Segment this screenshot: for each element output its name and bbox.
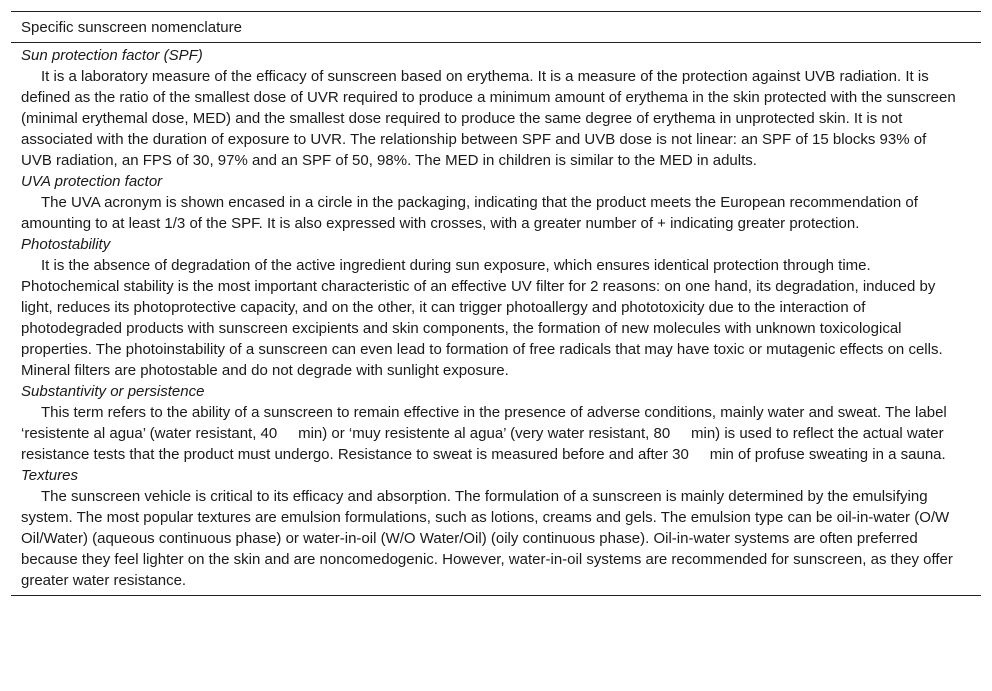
term-textures: Textures: [21, 467, 78, 484]
definition-uva-protection-factor: The UVA acronym is shown encased in a circle in the packaging, indicating that the product meets the European recommendation of amounting to at least 1/3 of the SPF. It is also expressed with crosses, with a greater number of + indicating greater protection.: [21, 194, 923, 232]
term-spf: Sun protection factor (SPF): [21, 47, 203, 64]
definition-substantivity: This term refers to the ability of a sunscreen to remain effective in the presence of adverse conditions, mainly water and sweat. The label ‘resistente al agua’ (water resistant, 40 min) or ‘muy resistente al agua’ (very water resistant, 80 min) is used to reflect the actual water resistance tests that the product must undergo. Resistance to sweat is measured before and after 30 min of profuse sweating in a sauna.: [21, 404, 951, 463]
definition-photostability: It is the absence of degradation of the active ingredient during sun exposure, which ensures identical protection through time. Photochemical stability is the most important characteristic of an effective UV filter for 2 reasons: on one hand, its degradation, induced by light, reduces its photoprotective capacity, and on the other, it can trigger photoallergy and phototoxicity due to the interaction of photodegraded products with sunscreen excipients and skin components, the formation of new molecules with unknown toxicological properties. The photoinstability of a sunscreen can even lead to formation of free radicals that may have toxic or mutagenic effects on cells. Mineral filters are photostable and do not degrade with sunlight exposure.: [21, 257, 947, 379]
table-body: [11, 43, 981, 595]
nomenclature-table: [11, 11, 981, 596]
definition-spf: It is a laboratory measure of the efficacy of sunscreen based on erythema. It is a measure of the protection against UVB radiation. It is defined as the ratio of the smallest dose of UVR required to produce a minimum amount of erythema in the skin protected with the sunscreen (minimal erythemal dose, MED) and the smallest dose required to produce the same degree of erythema in unprotected skin. It is not associated with the duration of exposure to UVR. The relationship between SPF and UVB dose is not linear: an SPF of 15 blocks 93% of UVB radiation, an FPS of 30, 97% and an SPF of 50, 98%. The MED in children is similar to the MED in adults.: [21, 68, 960, 169]
term-substantivity: Substantivity or persistence: [21, 383, 205, 400]
term-photostability: Photostability: [21, 236, 111, 253]
table-header: Specific sunscreen nomenclature: [11, 12, 981, 43]
definition-textures: The sunscreen vehicle is critical to its efficacy and absorption. The formulation of a sunscreen is mainly determined by the emulsifying system. The most popular textures are emulsion formulations, such as lotions, creams and gels. The emulsion type can be oil-in-water (O/W Oil/Water) (aqueous continuous phase) or water-in-oil (W/O Water/Oil) (oily continuous phase). Oil-in-water systems are often preferred because they feel lighter on the skin and are noncomedogenic. However, water-in-oil systems are recommended for sunscreen, as they offer greater water resistance.: [21, 488, 958, 589]
term-uva-protection-factor: UVA protection factor: [21, 173, 163, 190]
